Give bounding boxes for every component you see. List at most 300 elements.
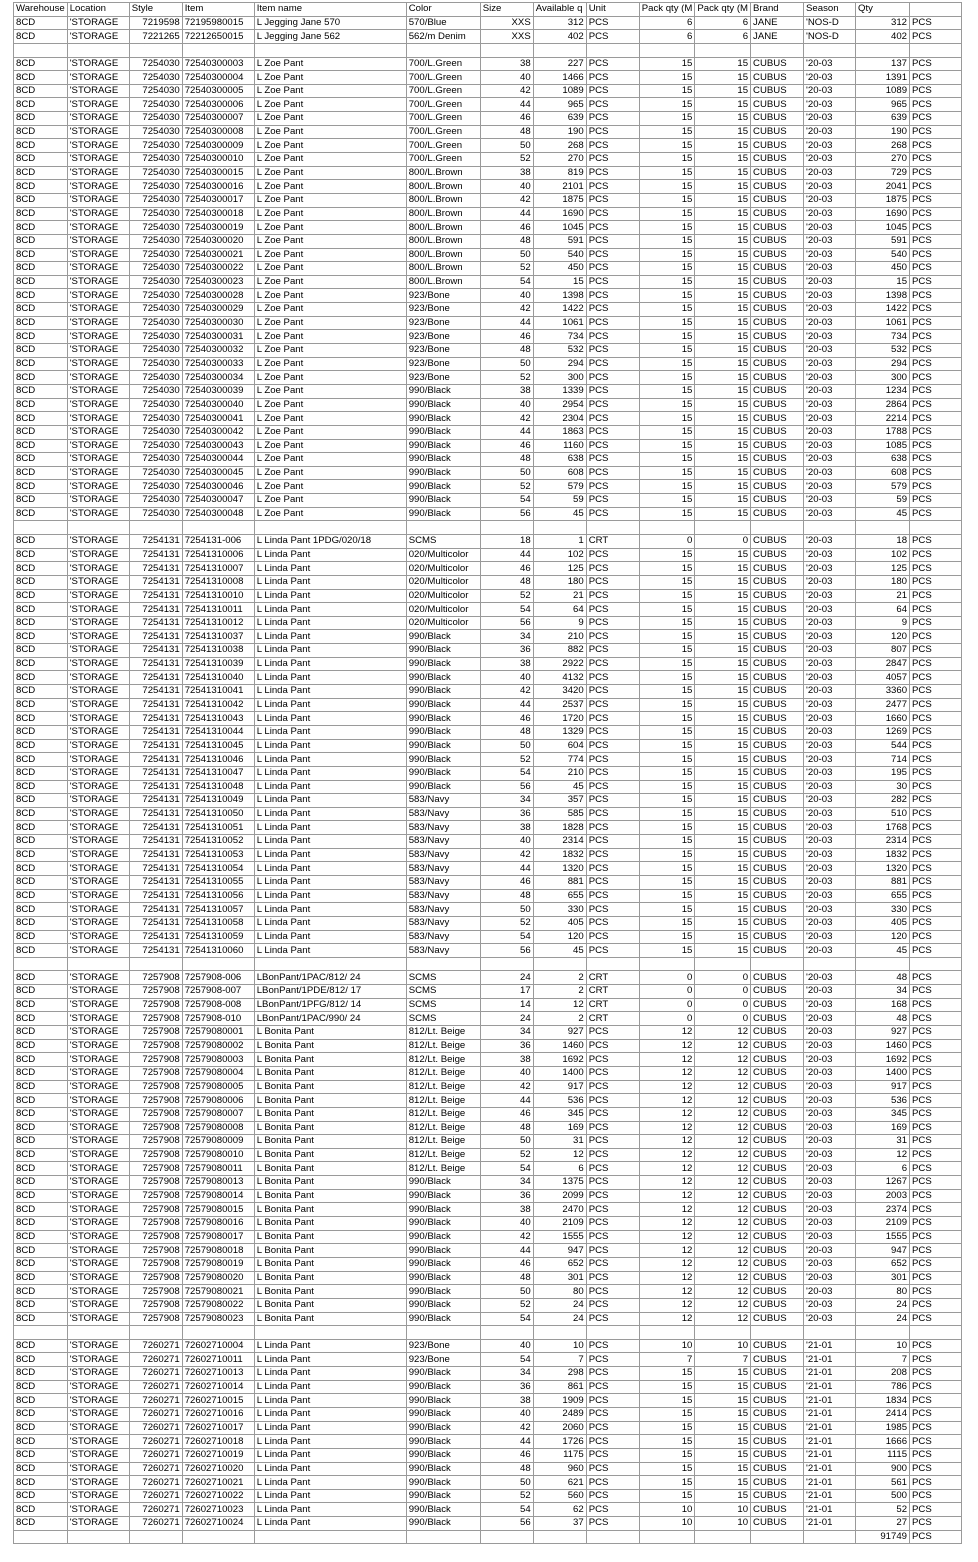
cell[interactable]: PCS (586, 1189, 639, 1203)
cell[interactable]: 7257908 (129, 1189, 182, 1203)
cell[interactable]: '20-03 (804, 575, 856, 589)
cell[interactable]: 15 (695, 562, 751, 576)
cell[interactable]: 31 (533, 1135, 586, 1149)
cell[interactable]: 72541310039 (182, 657, 254, 671)
cell[interactable]: 8CD (14, 1121, 68, 1135)
cell[interactable]: 7257908 (129, 985, 182, 999)
cell[interactable]: PCS (586, 466, 639, 480)
cell[interactable]: 0 (695, 971, 751, 985)
cell[interactable]: 'STORAGE (67, 1489, 129, 1503)
cell[interactable]: 990/Black (406, 453, 480, 467)
cell[interactable]: 7254030 (129, 507, 182, 521)
cell[interactable]: 15 (639, 98, 695, 112)
cell[interactable]: 12 (639, 1135, 695, 1149)
cell[interactable]: 583/Navy (406, 794, 480, 808)
cell[interactable]: L Zoe Pant (254, 507, 406, 521)
cell[interactable]: 7260271 (129, 1517, 182, 1531)
cell[interactable]: 1422 (533, 303, 586, 317)
cell[interactable]: 7254030 (129, 275, 182, 289)
cell[interactable]: 12 (639, 1176, 695, 1190)
cell[interactable]: PCS (586, 1407, 639, 1421)
cell[interactable]: 583/Navy (406, 903, 480, 917)
cell[interactable]: 'STORAGE (67, 1435, 129, 1449)
cell[interactable]: 990/Black (406, 507, 480, 521)
cell[interactable] (14, 1326, 68, 1340)
cell[interactable]: 923/Bone (406, 344, 480, 358)
cell[interactable]: CUBUS (751, 1339, 804, 1353)
cell[interactable]: 72541310050 (182, 807, 254, 821)
cell[interactable]: 72602710017 (182, 1421, 254, 1435)
header-cell[interactable]: Qty (856, 3, 910, 17)
cell[interactable]: 15 (695, 398, 751, 412)
cell[interactable]: '20-03 (804, 794, 856, 808)
cell[interactable]: 72579080020 (182, 1271, 254, 1285)
cell[interactable]: 8CD (14, 412, 68, 426)
cell[interactable]: PCS (910, 1203, 962, 1217)
cell[interactable]: 990/Black (406, 1407, 480, 1421)
cell[interactable]: 7254131 (129, 876, 182, 890)
cell[interactable]: L Bonita Pant (254, 1148, 406, 1162)
cell[interactable]: 18 (856, 534, 910, 548)
cell[interactable]: '20-03 (804, 193, 856, 207)
cell[interactable]: 40 (480, 1066, 533, 1080)
cell[interactable]: 15 (695, 439, 751, 453)
cell[interactable]: 7254131 (129, 944, 182, 958)
cell[interactable]: 'STORAGE (67, 1080, 129, 1094)
cell[interactable]: PCS (910, 248, 962, 262)
cell[interactable]: 8CD (14, 848, 68, 862)
cell[interactable]: 1834 (856, 1394, 910, 1408)
cell[interactable]: 15 (695, 125, 751, 139)
cell[interactable]: '20-03 (804, 1298, 856, 1312)
cell[interactable]: L Linda Pant (254, 794, 406, 808)
cell[interactable]: 7257908 (129, 1135, 182, 1149)
cell[interactable]: 15 (695, 725, 751, 739)
cell[interactable]: 7257908 (129, 1312, 182, 1326)
cell[interactable]: 15 (639, 71, 695, 85)
cell[interactable]: CUBUS (751, 1012, 804, 1026)
cell[interactable]: CUBUS (751, 316, 804, 330)
cell[interactable]: 'STORAGE (67, 1039, 129, 1053)
cell[interactable]: '20-03 (804, 889, 856, 903)
cell[interactable]: 405 (533, 916, 586, 930)
cell[interactable]: 8CD (14, 1217, 68, 1231)
cell[interactable]: 621 (533, 1476, 586, 1490)
cell[interactable]: 8CD (14, 221, 68, 235)
cell[interactable]: L Bonita Pant (254, 1053, 406, 1067)
cell[interactable]: 72602710013 (182, 1367, 254, 1381)
cell[interactable]: 15 (695, 671, 751, 685)
cell[interactable]: 190 (856, 125, 910, 139)
cell[interactable]: CUBUS (751, 971, 804, 985)
cell[interactable]: PCS (586, 780, 639, 794)
cell[interactable]: 7254131-006 (182, 534, 254, 548)
cell[interactable]: 450 (533, 262, 586, 276)
cell[interactable]: 45 (856, 507, 910, 521)
cell[interactable]: 210 (533, 630, 586, 644)
cell[interactable]: 270 (533, 153, 586, 167)
cell[interactable]: 15 (695, 71, 751, 85)
cell[interactable]: 8CD (14, 371, 68, 385)
cell[interactable] (695, 521, 751, 535)
cell[interactable]: 46 (480, 439, 533, 453)
cell[interactable]: PCS (910, 1407, 962, 1421)
cell[interactable]: 536 (533, 1094, 586, 1108)
cell[interactable]: 15 (639, 289, 695, 303)
cell[interactable]: 8CD (14, 821, 68, 835)
cell[interactable]: 15 (639, 616, 695, 630)
cell[interactable]: 'STORAGE (67, 589, 129, 603)
cell[interactable]: L Zoe Pant (254, 275, 406, 289)
cell[interactable]: '21-01 (804, 1517, 856, 1531)
cell[interactable] (129, 957, 182, 971)
cell[interactable]: '20-03 (804, 166, 856, 180)
cell[interactable]: PCS (586, 548, 639, 562)
cell[interactable]: 'STORAGE (67, 248, 129, 262)
cell[interactable]: 812/Lt. Beige (406, 1094, 480, 1108)
cell[interactable]: 583/Navy (406, 807, 480, 821)
cell[interactable]: 42 (480, 1230, 533, 1244)
cell[interactable]: 72540300034 (182, 371, 254, 385)
cell[interactable]: 15 (639, 439, 695, 453)
cell[interactable]: 15 (695, 507, 751, 521)
cell[interactable]: SCMS (406, 971, 480, 985)
cell[interactable]: 8CD (14, 1271, 68, 1285)
cell[interactable]: 8CD (14, 548, 68, 562)
cell[interactable]: 24 (856, 1312, 910, 1326)
cell[interactable]: 'STORAGE (67, 57, 129, 71)
cell[interactable]: PCS (586, 344, 639, 358)
cell[interactable]: PCS (586, 166, 639, 180)
cell[interactable]: CUBUS (751, 985, 804, 999)
cell[interactable]: '20-03 (804, 1230, 856, 1244)
cell[interactable]: 8CD (14, 1462, 68, 1476)
cell[interactable]: 8CD (14, 275, 68, 289)
cell[interactable]: 812/Lt. Beige (406, 1039, 480, 1053)
cell[interactable]: 44 (480, 98, 533, 112)
cell[interactable]: PCS (910, 1189, 962, 1203)
cell[interactable]: L Bonita Pant (254, 1135, 406, 1149)
cell[interactable]: 7 (695, 1353, 751, 1367)
cell[interactable]: PCS (586, 289, 639, 303)
cell[interactable]: 1666 (856, 1435, 910, 1449)
cell[interactable]: L Linda Pant (254, 889, 406, 903)
cell[interactable]: 48 (480, 575, 533, 589)
cell[interactable]: PCS (586, 412, 639, 426)
cell[interactable]: 15 (695, 275, 751, 289)
cell[interactable]: PCS (586, 562, 639, 576)
cell[interactable]: 72541310037 (182, 630, 254, 644)
cell[interactable]: 1422 (856, 303, 910, 317)
cell[interactable]: 15 (695, 330, 751, 344)
cell[interactable]: 8CD (14, 1135, 68, 1149)
cell[interactable]: PCS (586, 98, 639, 112)
cell[interactable]: PCS (586, 821, 639, 835)
cell[interactable]: 52 (480, 262, 533, 276)
cell[interactable]: 12 (695, 1148, 751, 1162)
cell[interactable]: 2041 (856, 180, 910, 194)
cell[interactable]: 15 (695, 153, 751, 167)
cell[interactable]: '20-03 (804, 330, 856, 344)
cell[interactable]: PCS (910, 344, 962, 358)
cell[interactable]: 990/Black (406, 1244, 480, 1258)
cell[interactable]: 1398 (533, 289, 586, 303)
cell[interactable]: 64 (533, 603, 586, 617)
cell[interactable]: '21-01 (804, 1462, 856, 1476)
cell[interactable]: 2304 (533, 412, 586, 426)
cell[interactable]: PCS (910, 221, 962, 235)
cell[interactable]: '20-03 (804, 766, 856, 780)
cell[interactable]: PCS (910, 153, 962, 167)
cell[interactable]: 990/Black (406, 1285, 480, 1299)
cell[interactable]: '20-03 (804, 507, 856, 521)
cell[interactable]: 7254030 (129, 344, 182, 358)
cell[interactable]: 72540300005 (182, 84, 254, 98)
cell[interactable]: 8CD (14, 671, 68, 685)
cell[interactable]: 812/Lt. Beige (406, 1026, 480, 1040)
cell[interactable] (695, 1326, 751, 1340)
cell[interactable]: 52 (480, 1298, 533, 1312)
cell[interactable]: '20-03 (804, 139, 856, 153)
cell[interactable]: 990/Black (406, 480, 480, 494)
cell[interactable]: PCS (586, 630, 639, 644)
cell[interactable]: 800/L.Brown (406, 234, 480, 248)
cell[interactable]: PCS (586, 916, 639, 930)
total-spacer[interactable] (406, 1530, 480, 1544)
cell[interactable] (910, 1326, 962, 1340)
cell[interactable]: 990/Black (406, 698, 480, 712)
cell[interactable]: '20-03 (804, 698, 856, 712)
cell[interactable]: L Zoe Pant (254, 494, 406, 508)
cell[interactable]: 15 (639, 644, 695, 658)
cell[interactable]: 8CD (14, 1489, 68, 1503)
cell[interactable]: 'STORAGE (67, 1353, 129, 1367)
cell[interactable]: 72540300020 (182, 234, 254, 248)
cell[interactable]: 579 (856, 480, 910, 494)
cell[interactable]: L Bonita Pant (254, 1066, 406, 1080)
cell[interactable]: L Zoe Pant (254, 193, 406, 207)
cell[interactable]: '20-03 (804, 671, 856, 685)
cell[interactable]: CUBUS (751, 1053, 804, 1067)
cell[interactable]: 'STORAGE (67, 466, 129, 480)
cell[interactable]: PCS (586, 1203, 639, 1217)
cell[interactable]: '20-03 (804, 1257, 856, 1271)
cell[interactable]: 12 (695, 1298, 751, 1312)
cell[interactable]: 12 (695, 1066, 751, 1080)
header-cell[interactable] (910, 3, 962, 17)
cell[interactable]: 'STORAGE (67, 712, 129, 726)
cell[interactable]: L Linda Pant (254, 903, 406, 917)
cell[interactable]: PCS (910, 657, 962, 671)
cell[interactable]: 7254131 (129, 794, 182, 808)
cell[interactable]: PCS (910, 193, 962, 207)
cell[interactable]: 990/Black (406, 1203, 480, 1217)
cell[interactable]: 8CD (14, 753, 68, 767)
cell[interactable]: L Linda Pant (254, 1353, 406, 1367)
cell[interactable]: PCS (910, 398, 962, 412)
cell[interactable]: 990/Black (406, 1176, 480, 1190)
cell[interactable]: 72540300003 (182, 57, 254, 71)
cell[interactable]: 44 (480, 862, 533, 876)
cell[interactable]: PCS (910, 16, 962, 30)
cell[interactable]: 15 (639, 1448, 695, 1462)
cell[interactable]: 7257908 (129, 1162, 182, 1176)
cell[interactable]: 532 (856, 344, 910, 358)
cell[interactable]: 45 (533, 944, 586, 958)
cell[interactable]: L Linda Pant (254, 1339, 406, 1353)
cell[interactable]: 8CD (14, 575, 68, 589)
cell[interactable]: '20-03 (804, 371, 856, 385)
cell[interactable]: 947 (533, 1244, 586, 1258)
cell[interactable]: 500 (856, 1489, 910, 1503)
cell[interactable]: L Linda Pant (254, 616, 406, 630)
cell[interactable]: PCS (586, 84, 639, 98)
cell[interactable]: '20-03 (804, 1080, 856, 1094)
cell[interactable]: 40 (480, 671, 533, 685)
cell[interactable]: PCS (586, 1394, 639, 1408)
cell[interactable]: 72541310045 (182, 739, 254, 753)
cell[interactable]: 7254131 (129, 685, 182, 699)
cell[interactable]: CUBUS (751, 153, 804, 167)
cell[interactable]: 15 (639, 112, 695, 126)
cell[interactable] (480, 521, 533, 535)
cell[interactable]: 'STORAGE (67, 207, 129, 221)
cell[interactable]: PCS (586, 1135, 639, 1149)
cell[interactable]: 72541310006 (182, 548, 254, 562)
cell[interactable]: 800/L.Brown (406, 262, 480, 276)
cell[interactable]: 268 (533, 139, 586, 153)
cell[interactable]: 24 (533, 1298, 586, 1312)
cell[interactable]: 46 (480, 330, 533, 344)
cell[interactable]: PCS (586, 1462, 639, 1476)
cell[interactable]: 36 (480, 1039, 533, 1053)
cell[interactable]: 46 (480, 712, 533, 726)
cell[interactable] (751, 957, 804, 971)
cell[interactable]: 7254131 (129, 562, 182, 576)
cell[interactable]: 12 (639, 1094, 695, 1108)
cell[interactable]: 12 (639, 1203, 695, 1217)
cell[interactable]: L Linda Pant (254, 685, 406, 699)
cell[interactable]: L Linda Pant (254, 644, 406, 658)
cell[interactable]: L Zoe Pant (254, 357, 406, 371)
cell[interactable] (910, 957, 962, 971)
cell[interactable]: 294 (856, 357, 910, 371)
cell[interactable]: 15 (695, 1448, 751, 1462)
cell[interactable]: 36 (480, 1380, 533, 1394)
cell[interactable]: 15 (695, 712, 751, 726)
cell[interactable]: '20-03 (804, 944, 856, 958)
cell[interactable]: '20-03 (804, 1203, 856, 1217)
cell[interactable]: PCS (586, 889, 639, 903)
cell[interactable]: 7254131 (129, 807, 182, 821)
cell[interactable]: PCS (586, 153, 639, 167)
cell[interactable] (751, 521, 804, 535)
cell[interactable]: '20-03 (804, 835, 856, 849)
cell[interactable]: 54 (480, 603, 533, 617)
cell[interactable]: 15 (639, 848, 695, 862)
cell[interactable]: 8CD (14, 998, 68, 1012)
cell[interactable]: L Linda Pant (254, 753, 406, 767)
cell[interactable]: 'STORAGE (67, 1012, 129, 1026)
cell[interactable]: 12 (695, 1176, 751, 1190)
total-spacer[interactable] (129, 1530, 182, 1544)
cell[interactable]: 1768 (856, 821, 910, 835)
cell[interactable]: 1115 (856, 1448, 910, 1462)
cell[interactable]: 'STORAGE (67, 548, 129, 562)
cell[interactable]: PCS (910, 698, 962, 712)
cell[interactable]: 'STORAGE (67, 384, 129, 398)
cell[interactable]: L Zoe Pant (254, 316, 406, 330)
cell[interactable]: L Bonita Pant (254, 1312, 406, 1326)
cell[interactable]: 8CD (14, 1203, 68, 1217)
cell[interactable]: 15 (639, 575, 695, 589)
cell[interactable]: 38 (480, 166, 533, 180)
cell[interactable]: 1555 (856, 1230, 910, 1244)
cell[interactable]: 990/Black (406, 725, 480, 739)
cell[interactable]: 12 (695, 1244, 751, 1258)
cell[interactable]: 15 (639, 685, 695, 699)
cell[interactable]: 0 (695, 534, 751, 548)
cell[interactable]: 'STORAGE (67, 753, 129, 767)
cell[interactable]: 15 (695, 644, 751, 658)
cell[interactable]: 'STORAGE (67, 698, 129, 712)
cell[interactable]: 020/Multicolor (406, 562, 480, 576)
cell[interactable]: 8CD (14, 616, 68, 630)
cell[interactable]: 2922 (533, 657, 586, 671)
cell[interactable]: 34 (856, 985, 910, 999)
cell[interactable] (129, 521, 182, 535)
cell[interactable]: 'STORAGE (67, 630, 129, 644)
cell[interactable]: 'STORAGE (67, 944, 129, 958)
cell[interactable]: 72540300032 (182, 344, 254, 358)
cell[interactable]: PCS (910, 534, 962, 548)
cell[interactable]: L Linda Pant (254, 1476, 406, 1490)
cell[interactable]: 72602710018 (182, 1435, 254, 1449)
cell[interactable]: 7260271 (129, 1476, 182, 1490)
cell[interactable]: 15 (639, 262, 695, 276)
cell[interactable]: PCS (586, 1367, 639, 1381)
cell[interactable]: 12 (695, 1285, 751, 1299)
cell[interactable]: 72541310051 (182, 821, 254, 835)
cell[interactable]: 72541310011 (182, 603, 254, 617)
cell[interactable]: 1329 (533, 725, 586, 739)
cell[interactable]: 7254131 (129, 630, 182, 644)
cell[interactable]: 38 (480, 1394, 533, 1408)
cell[interactable]: 562/m Denim (406, 30, 480, 44)
cell[interactable]: 15 (639, 1462, 695, 1476)
cell[interactable]: PCS (910, 439, 962, 453)
cell[interactable]: 15 (695, 316, 751, 330)
cell[interactable]: 72541310010 (182, 589, 254, 603)
cell[interactable]: 72540300039 (182, 384, 254, 398)
cell[interactable]: 7254030 (129, 494, 182, 508)
cell[interactable]: 923/Bone (406, 1353, 480, 1367)
cell[interactable]: 50 (480, 1476, 533, 1490)
cell[interactable]: L Linda Pant (254, 876, 406, 890)
cell[interactable]: PCS (910, 848, 962, 862)
cell[interactable]: 72541310049 (182, 794, 254, 808)
cell[interactable]: 800/L.Brown (406, 193, 480, 207)
cell[interactable]: 638 (856, 453, 910, 467)
cell[interactable]: '20-03 (804, 1026, 856, 1040)
cell[interactable]: 990/Black (406, 494, 480, 508)
cell[interactable]: '20-03 (804, 1312, 856, 1326)
cell[interactable]: CUBUS (751, 1039, 804, 1053)
cell[interactable]: CUBUS (751, 807, 804, 821)
cell[interactable]: 7257908 (129, 1217, 182, 1231)
cell[interactable]: PCS (910, 1230, 962, 1244)
cell[interactable]: 12 (639, 1080, 695, 1094)
